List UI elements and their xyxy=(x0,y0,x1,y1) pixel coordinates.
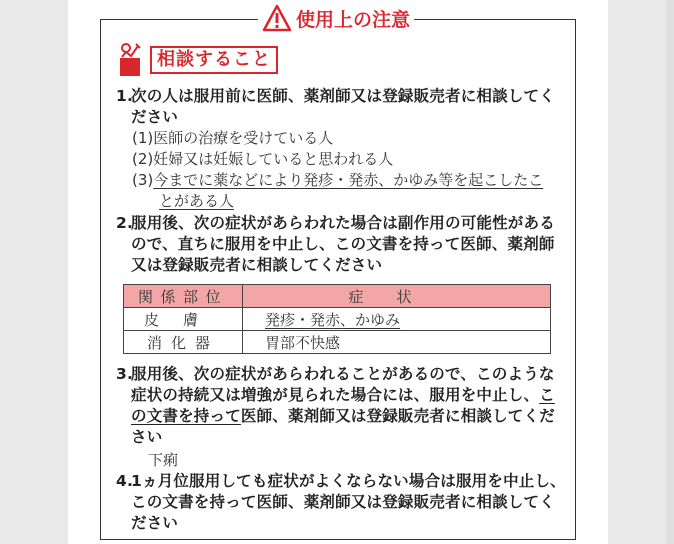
table-cell-part: 消化器 xyxy=(124,331,243,354)
section-head xyxy=(118,42,278,78)
item-4 xyxy=(116,471,566,534)
section-label: 相談すること xyxy=(150,46,278,74)
item-3-line-1: 服用後、次の症状があらわれることがあるので、このような xyxy=(131,365,555,383)
consult-person-icon xyxy=(118,42,144,78)
item-3-symptom: 下痢 xyxy=(148,451,179,469)
item-1 xyxy=(116,86,555,128)
item-1-sub-2: (2)妊婦又は妊娠していると思われる人 xyxy=(132,150,394,168)
table-cell-symptom: 発疹・発赤、かゆみ xyxy=(243,308,551,331)
item-3-line-3b: 医師、薬剤師又は登録販売者に相談してくだ xyxy=(240,407,555,425)
item-3-line-4: さい xyxy=(131,428,163,446)
item-1-number: 1. xyxy=(116,87,134,105)
item-2-line-2: ので、直ちに服用を中止し、この文書を持って医師、薬剤師 xyxy=(131,235,555,253)
item-1-sub-3-prefix: (3) xyxy=(132,171,154,189)
item-1-sub-3-line-1: 今までに薬などにより発疹・発赤、かゆみ等を起こしたこ xyxy=(153,171,544,189)
notice-title-text: 使用上の注意 xyxy=(296,8,411,31)
item-1-line-2: ださい xyxy=(131,108,179,126)
warning-icon xyxy=(262,4,292,32)
item-3 xyxy=(116,364,555,448)
item-4-line-2: この文書を持って医師、薬剤師又は登録販売者に相談してく xyxy=(131,493,555,511)
item-3-line-3a: の文書を持って xyxy=(131,407,241,425)
item-1-sub-3 xyxy=(132,170,543,212)
item-2-number: 2. xyxy=(116,214,134,232)
symptom-table xyxy=(123,284,551,354)
item-4-line-1: 1ヵ月位服用しても症状がよくならない場合は服用を中止し、 xyxy=(131,472,566,490)
table-cell-part: 皮膚 xyxy=(124,308,243,331)
table-header-row xyxy=(124,285,551,308)
table-header-part: 関係部位 xyxy=(124,285,243,308)
item-2-line-1: 服用後、次の症状があらわれた場合は副作用の可能性がある xyxy=(131,214,555,232)
table-cell-symptom: 胃部不快感 xyxy=(243,331,551,354)
item-3-line-2b: こ xyxy=(539,386,555,404)
table-row xyxy=(124,331,551,354)
item-1-line-1: 次の人は服用前に医師、薬剤師又は登録販売者に相談してく xyxy=(131,87,555,105)
item-2-line-3: 又は登録販売者に相談してください xyxy=(131,256,383,274)
item-3-line-2a: 症状の持続又は増強が見られた場合には、服用を中止し、 xyxy=(131,386,540,404)
item-1-sub-3-line-2: とがある人 xyxy=(159,192,235,210)
item-1-sub-1: (1)医師の治療を受けている人 xyxy=(132,129,334,147)
notice-title xyxy=(258,4,414,32)
item-3-number: 3. xyxy=(116,365,134,383)
item-2 xyxy=(116,213,555,276)
table-header-symptom: 症状 xyxy=(243,285,551,308)
item-4-number: 4. xyxy=(116,472,134,490)
scrollbar-track[interactable] xyxy=(666,0,674,544)
item-4-line-3: ださい xyxy=(131,514,179,532)
table-row xyxy=(124,308,551,331)
